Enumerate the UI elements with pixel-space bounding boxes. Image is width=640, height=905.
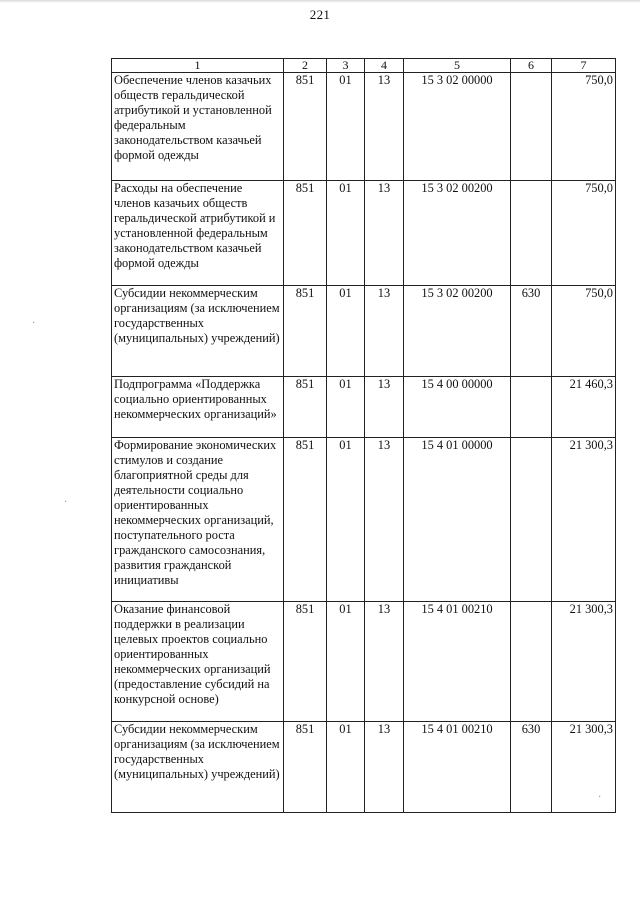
row-name-cell: Обеспечение членов казачьих обществ геральдической атрибутикой и установленной федеральным законодательством казачьей формой одежды bbox=[112, 73, 284, 181]
scan-speck: · bbox=[64, 497, 68, 508]
column-number-4: 4 bbox=[365, 59, 404, 73]
code-5-cell: 15 3 02 00200 bbox=[404, 286, 511, 377]
code-5-cell: 15 4 01 00000 bbox=[404, 438, 511, 602]
code-3-cell: 01 bbox=[327, 73, 365, 181]
code-2-cell: 851 bbox=[284, 73, 327, 181]
row-name-cell: Субсидии некоммерческим организациям (за исключением государственных (муниципальных) учреждений) bbox=[112, 722, 284, 813]
code-6-cell: 630 bbox=[511, 286, 552, 377]
budget-table bbox=[111, 58, 616, 813]
scan-speck: · bbox=[598, 792, 602, 803]
row-name-cell: Формирование экономических стимулов и создание благоприятной среды для деятельности социально ориентированных некоммерческих организаций, поступательного роста гражданского самосознания, развития гражданской инициативы bbox=[112, 438, 284, 602]
code-6-cell bbox=[511, 438, 552, 602]
code-3-cell: 01 bbox=[327, 377, 365, 438]
amount-cell: 21 460,3 bbox=[552, 377, 616, 438]
scan-edge bbox=[0, 0, 640, 3]
code-4-cell: 13 bbox=[365, 602, 404, 722]
code-2-cell: 851 bbox=[284, 286, 327, 377]
code-5-cell: 15 3 02 00000 bbox=[404, 73, 511, 181]
table-row bbox=[112, 377, 616, 438]
amount-cell: 21 300,3 bbox=[552, 602, 616, 722]
code-2-cell: 851 bbox=[284, 181, 327, 286]
column-number-5: 5 bbox=[404, 59, 511, 73]
column-number-1: 1 bbox=[112, 59, 284, 73]
amount-cell: 750,0 bbox=[552, 181, 616, 286]
table-row bbox=[112, 73, 616, 181]
column-number-row bbox=[112, 59, 616, 73]
amount-cell: 21 300,3 bbox=[552, 438, 616, 602]
code-2-cell: 851 bbox=[284, 722, 327, 813]
row-name-cell: Оказание финансовой поддержки в реализации целевых проектов социально ориентированных некоммерческих организаций (предоставление субсидий на конкурсной основе) bbox=[112, 602, 284, 722]
row-name-cell: Подпрограмма «Поддержка социально ориентированных некоммерческих организаций» bbox=[112, 377, 284, 438]
page-number: 221 bbox=[309, 7, 331, 22]
code-5-cell: 15 3 02 00200 bbox=[404, 181, 511, 286]
amount-cell: 750,0 bbox=[552, 73, 616, 181]
table-row bbox=[112, 286, 616, 377]
code-5-cell: 15 4 01 00210 bbox=[404, 722, 511, 813]
code-2-cell: 851 bbox=[284, 377, 327, 438]
amount-cell: 750,0 bbox=[552, 286, 616, 377]
code-6-cell bbox=[511, 377, 552, 438]
column-number-3: 3 bbox=[327, 59, 365, 73]
code-3-cell: 01 bbox=[327, 286, 365, 377]
code-4-cell: 13 bbox=[365, 286, 404, 377]
column-number-2: 2 bbox=[284, 59, 327, 73]
scan-speck: · bbox=[32, 318, 36, 329]
row-name-cell: Расходы на обеспечение членов казачьих обществ геральдической атрибутикой и установленной федеральным законодательством казачьей формой одежды bbox=[112, 181, 284, 286]
code-4-cell: 13 bbox=[365, 181, 404, 286]
column-number-6: 6 bbox=[511, 59, 552, 73]
code-3-cell: 01 bbox=[327, 438, 365, 602]
code-5-cell: 15 4 00 00000 bbox=[404, 377, 511, 438]
code-6-cell bbox=[511, 602, 552, 722]
code-5-cell: 15 4 01 00210 bbox=[404, 602, 511, 722]
table-row bbox=[112, 438, 616, 602]
code-4-cell: 13 bbox=[365, 377, 404, 438]
code-4-cell: 13 bbox=[365, 73, 404, 181]
table-row bbox=[112, 602, 616, 722]
code-6-cell: 630 bbox=[511, 722, 552, 813]
code-3-cell: 01 bbox=[327, 602, 365, 722]
table-row bbox=[112, 722, 616, 813]
code-4-cell: 13 bbox=[365, 438, 404, 602]
amount-cell: 21 300,3 bbox=[552, 722, 616, 813]
code-2-cell: 851 bbox=[284, 602, 327, 722]
code-6-cell bbox=[511, 73, 552, 181]
column-number-7: 7 bbox=[552, 59, 616, 73]
code-4-cell: 13 bbox=[365, 722, 404, 813]
table-row bbox=[112, 181, 616, 286]
code-3-cell: 01 bbox=[327, 722, 365, 813]
code-2-cell: 851 bbox=[284, 438, 327, 602]
code-3-cell: 01 bbox=[327, 181, 365, 286]
row-name-cell: Субсидии некоммерческим организациям (за исключением государственных (муниципальных) учреждений) bbox=[112, 286, 284, 377]
code-6-cell bbox=[511, 181, 552, 286]
